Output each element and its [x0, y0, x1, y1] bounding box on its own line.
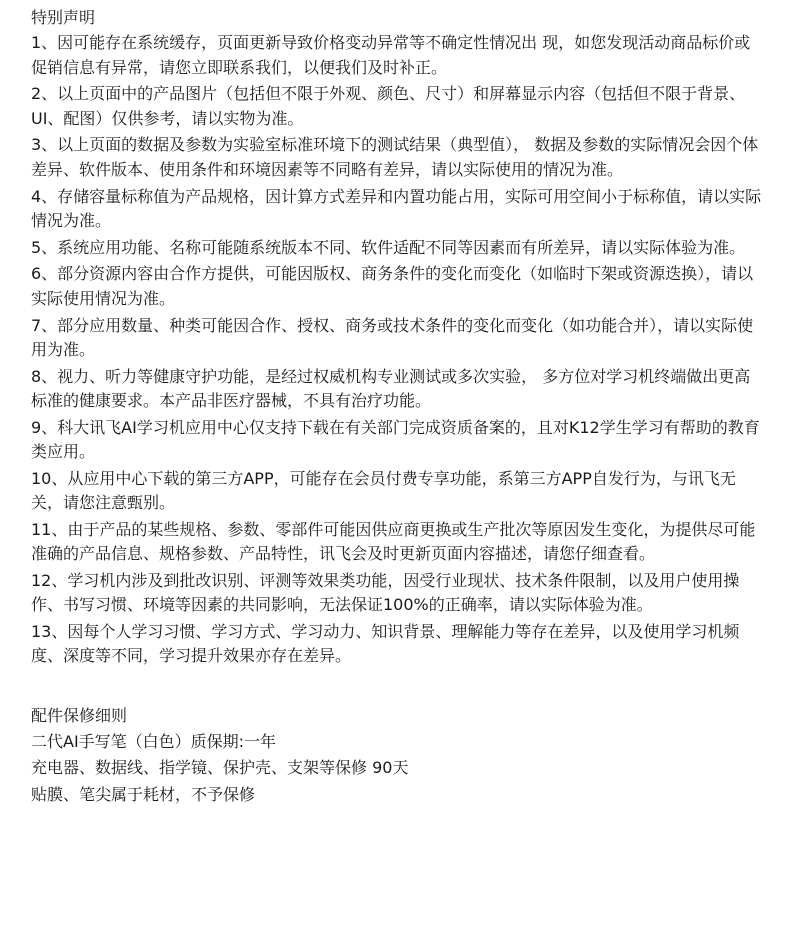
warranty-line-accessories: 充电器、数据线、指学镜、保护壳、支架等保修 90天: [31, 758, 409, 778]
disclaimer-item-7: 7、部分应用数量、种类可能因合作、授权、商务或技术条件的变化而变化（如功能合并），请以实际使用为准。: [31, 315, 754, 359]
warranty-line-pen: 二代AI手写笔（白色）质保期:一年: [31, 731, 277, 751]
disclaimer-item-8: 8、视力、听力等健康守护功能，是经过权威机构专业测试或多次实验， 多方位对学习机终端做出更高标准的健康要求。本产品非医疗器械，不具有治疗功能。: [31, 366, 751, 410]
warranty-line-consumables: 贴膜、笔尖属于耗材，不予保修: [31, 785, 256, 805]
disclaimer-heading: 特别声明: [31, 8, 96, 27]
disclaimer-section: [31, 6, 764, 669]
warranty-section: [31, 704, 764, 807]
disclaimer-item-4: 4、存储容量标称值为产品规格，因计算方式差异和内置功能占用，实际可用空间小于标称值，请以实际情况为准。: [31, 186, 762, 230]
disclaimer-item-13: 13、因每个人学习习惯、学习方式、学习动力、知识背景、理解能力等存在差异，以及使用学习机频度、深度等不同，学习提升效果亦存在差异。: [31, 622, 740, 666]
disclaimer-item-12: 12、学习机内涉及到批改识别、评测等效果类功能，因受行业现状、技术条件限制，以及用户使用操作、书写习惯、环境等因素的共同影响，无法保证100%的正确率，请以实际体验为准。: [31, 571, 740, 615]
warranty-heading: 配件保修细则: [31, 706, 128, 726]
disclaimer-item-10: 10、从应用中心下载的第三方APP，可能存在会员付费专享功能，系第三方APP自发行为，与讯飞无关，请您注意甄别。: [31, 468, 736, 513]
disclaimer-item-2: 2、以上页面中的产品图片（包括但不限于外观、颜色、尺寸）和屏幕显示内容（包括但不限于背景、UI、配图）仅供参考，请以实物为准。: [31, 84, 746, 128]
disclaimer-item-11: 11、由于产品的某些规格、参数、零部件可能因供应商更换或生产批次等原因发生变化，为提供尽可能准确的产品信息、规格参数、产品特性，讯飞会及时更新页面内容描述，请您仔细查看。: [31, 519, 756, 564]
disclaimer-item-9: 9、科大讯飞AI学习机应用中心仅支持下载在有关部门完成资质备案的，且对K12学生学习有帮助的教育类应用。: [31, 417, 760, 462]
disclaimer-item-6: 6、部分资源内容由合作方提供，可能因版权、商务条件的变化而变化（如临时下架或资源迭换），请以实际使用情况为准。: [31, 264, 754, 308]
section-spacer: [31, 671, 764, 704]
disclaimer-item-5: 5、系统应用功能、名称可能随系统版本不同、软件适配不同等因素而有所差异，请以实际体验为准。: [31, 237, 746, 257]
disclaimer-item-3: 3、以上页面的数据及参数为实验室标准环境下的测试结果（典型值）， 数据及参数的实际情况会因个体差异、软件版本、使用条件和环境因素等不同略有差异，请以实际使用的情况为准。: [31, 135, 759, 179]
disclaimer-item-1: 1、因可能存在系统缓存，页面更新导致价格变动异常等不确定性情况出 现，如您发现活动商品标价或促销信息有异常，请您立即联系我们，以便我们及时补正。: [31, 33, 751, 77]
